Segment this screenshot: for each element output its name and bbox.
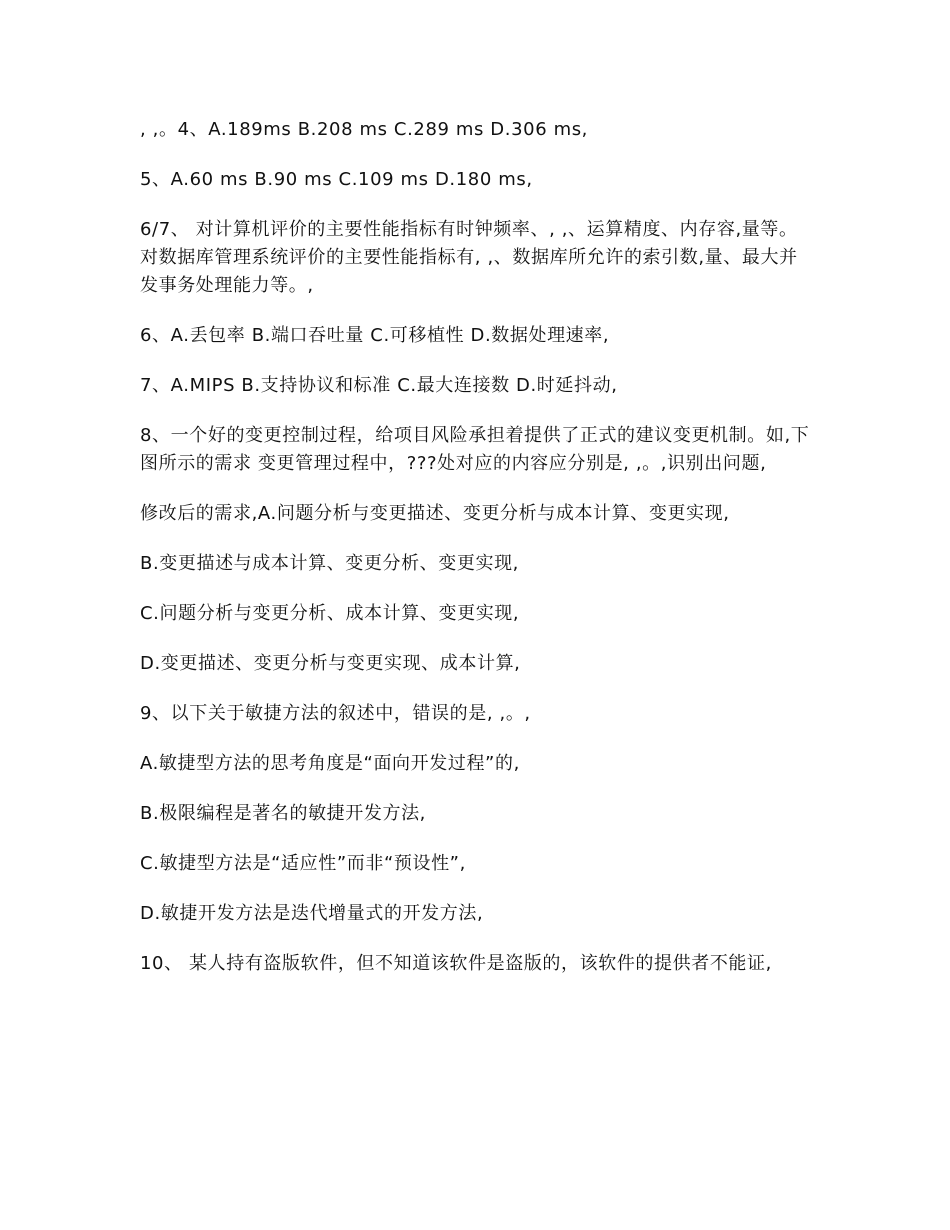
- paragraph-q7-options: 7、A.MIPS B.支持协议和标准 C.最大连接数 D.时延抖动,: [140, 375, 618, 396]
- paragraph-q6-7-stem: 6/7、 对计算机评价的主要性能指标有时钟频率、, ,、运算精度、内存容,量等。对数据库管理系统评价的主要性能指标有, ,、数据库所允许的索引数,量、最大并发事务处理能力等。,: [140, 219, 798, 296]
- paragraph-q4-options: , ,。4、A.189ms B.208 ms C.289 ms D.306 ms,: [140, 119, 589, 140]
- paragraph-q8-option-d: D.变更描述、变更分析与变更实现、成本计算,: [140, 653, 521, 674]
- paragraph-q9-option-b: B.极限编程是著名的敏捷开发方法,: [140, 803, 426, 824]
- paragraph-q8-option-c: C.问题分析与变更分析、成本计算、变更实现,: [140, 603, 520, 624]
- paragraph-q6-options: 6、A.丢包率 B.端口吞吐量 C.可移植性 D.数据处理速率,: [140, 325, 610, 346]
- paragraph-q9-option-c: C.敏捷型方法是“适应性”而非“预设性”,: [140, 853, 466, 874]
- document-body: [140, 116, 810, 1000]
- paragraph-q8-option-b: B.变更描述与成本计算、变更分析、变更实现,: [140, 553, 519, 574]
- paragraph-q5-options: 5、A.60 ms B.90 ms C.109 ms D.180 ms,: [140, 169, 533, 190]
- paragraph-q8-option-a: 修改后的需求,A.问题分析与变更描述、变更分析与成本计算、变更实现,: [140, 503, 730, 524]
- paragraph-q9-option-a: A.敏捷型方法的思考角度是“面向开发过程”的,: [140, 753, 520, 774]
- paragraph-q9-option-d: D.敏捷开发方法是迭代增量式的开发方法,: [140, 903, 484, 924]
- paragraph-q9-stem: 9、以下关于敏捷方法的叙述中，错误的是, ,。,: [140, 703, 531, 724]
- paragraph-q8-stem: 8、一个好的变更控制过程，给项目风险承担着提供了正式的建议变更机制。如,下图所示的需求 变更管理过程中，???处对应的内容应分别是, ,。,识别出问题,: [140, 425, 810, 474]
- paragraph-q10-stem: 10、 某人持有盗版软件，但不知道该软件是盗版的，该软件的提供者不能证,: [140, 953, 772, 974]
